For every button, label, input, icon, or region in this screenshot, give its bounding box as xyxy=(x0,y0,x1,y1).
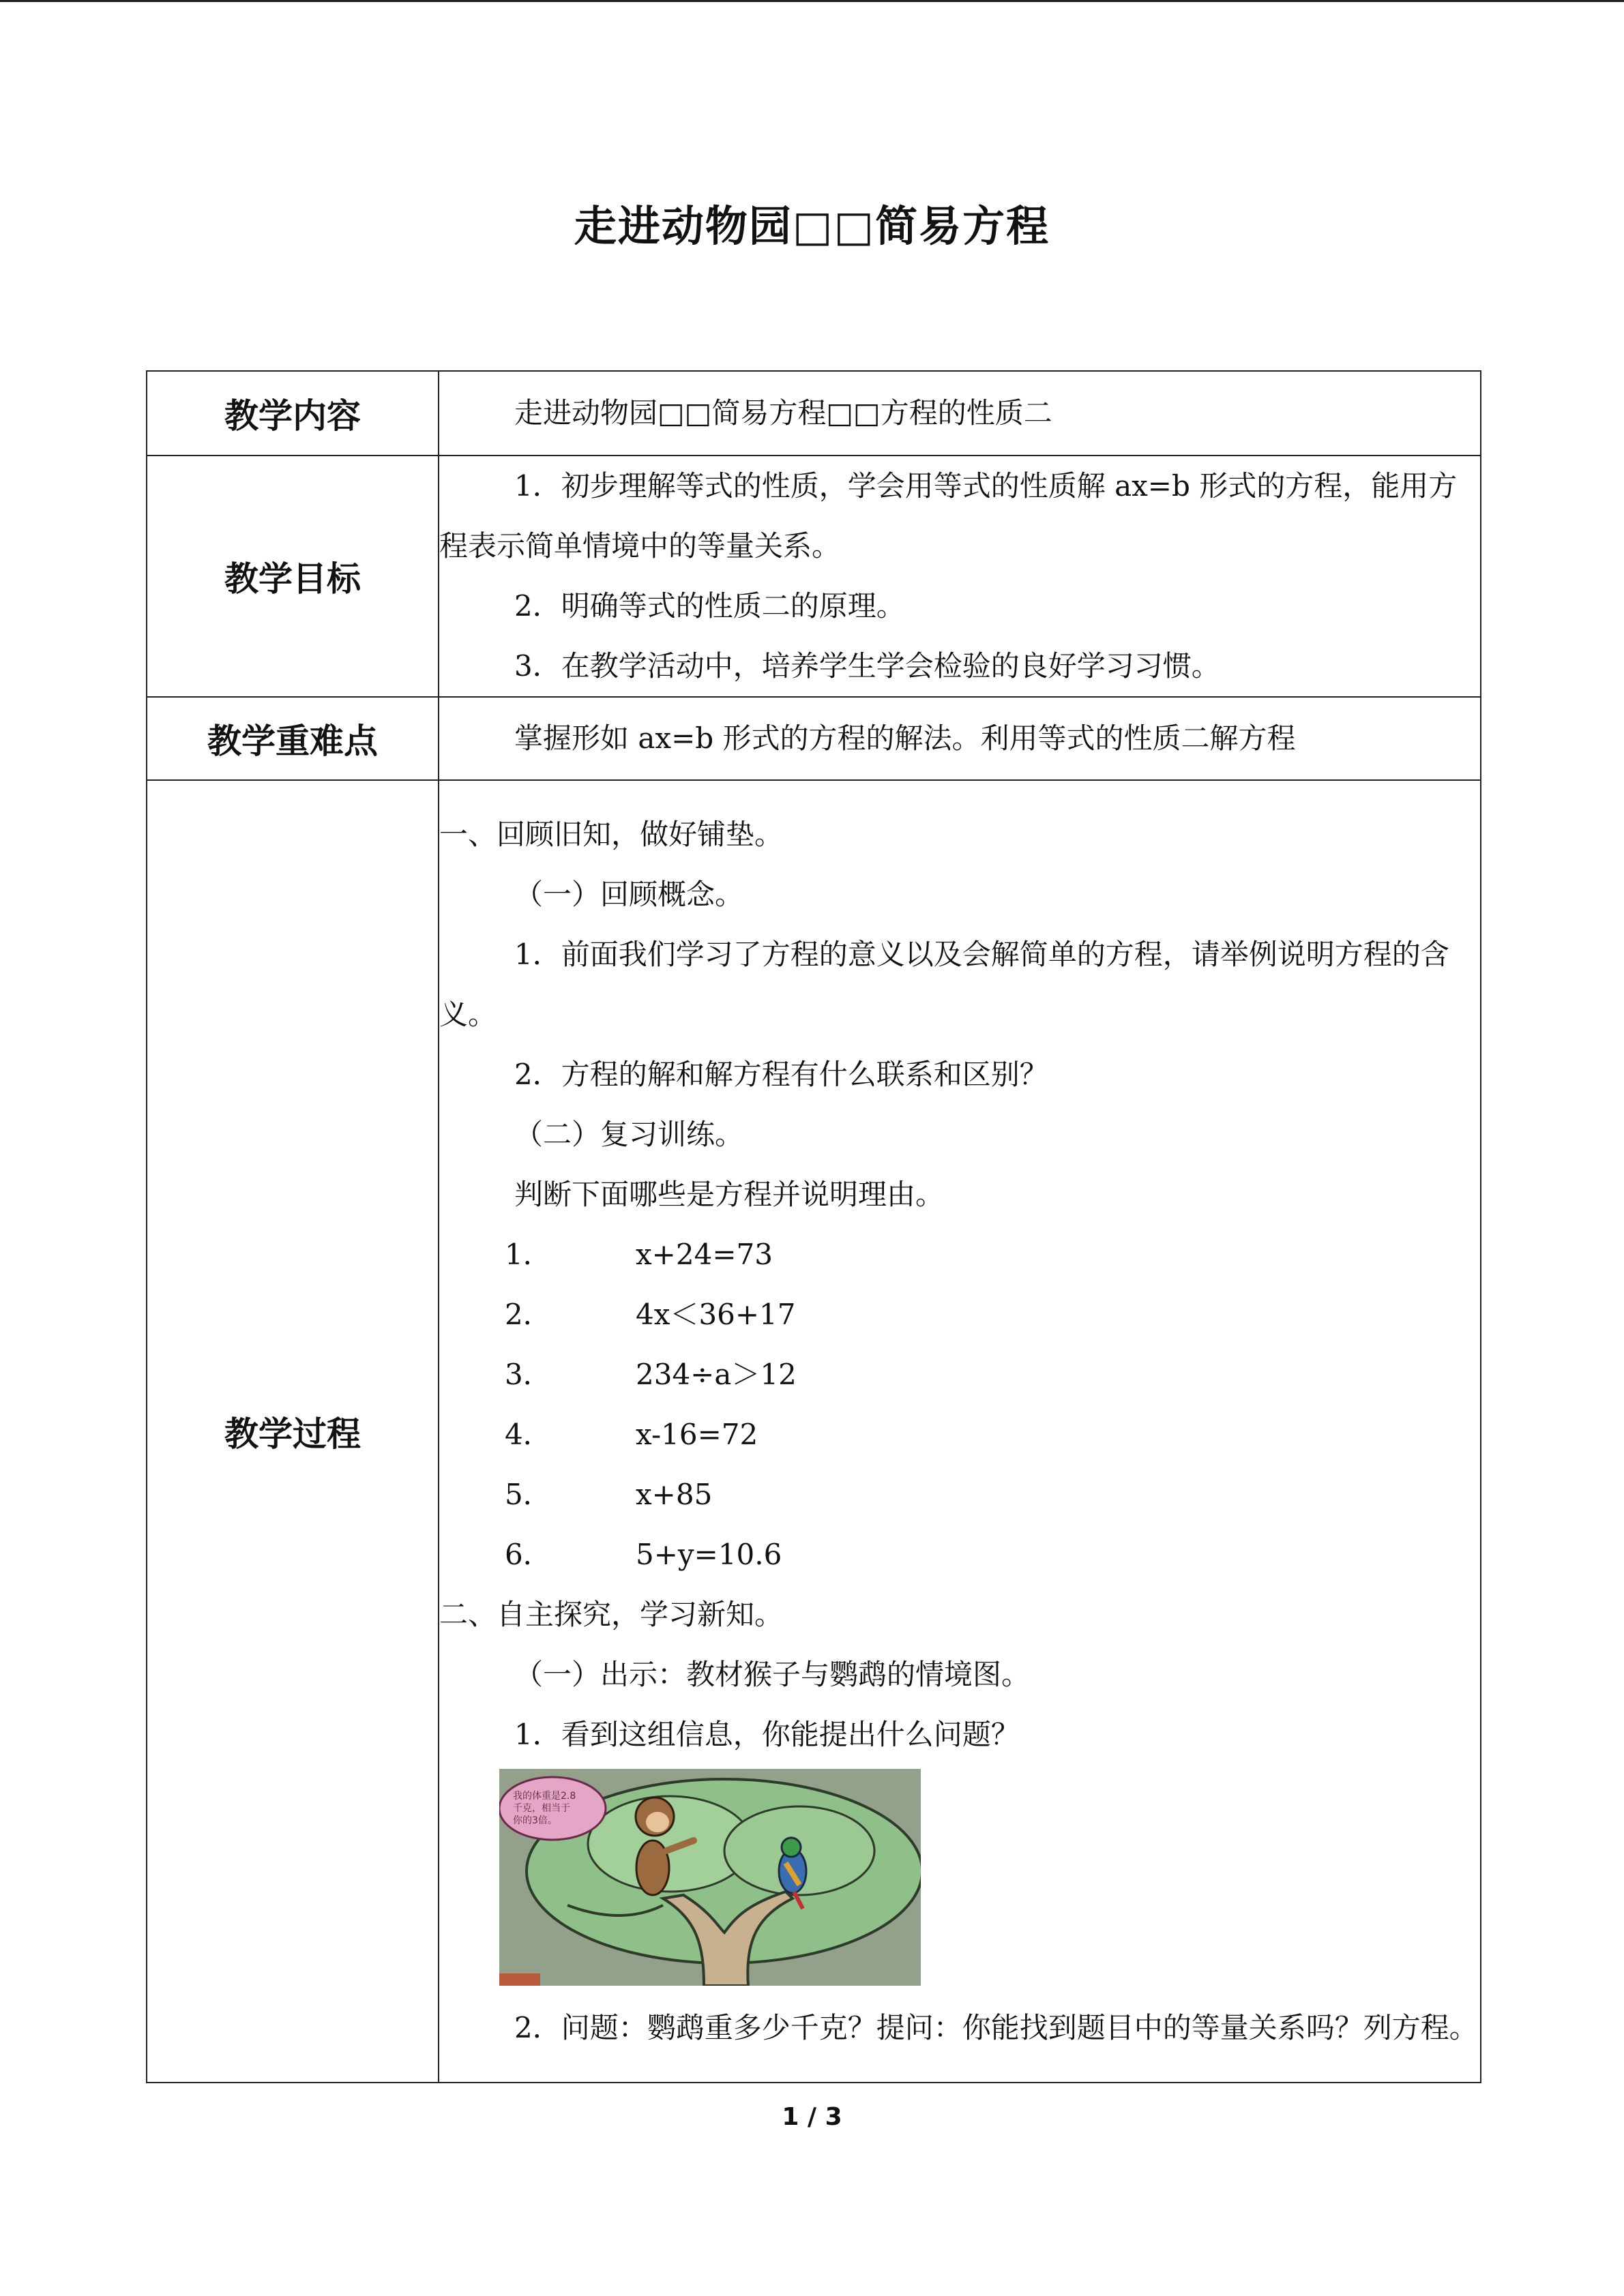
exercise-item: 1． x+24=73 xyxy=(505,1238,773,1271)
teaching-process-text xyxy=(439,780,1481,2083)
row-key-points xyxy=(147,697,1481,780)
exercise-item: 6． 5+y=10.6 xyxy=(505,1538,782,1571)
label-teaching-process: 教学过程 xyxy=(147,780,439,2083)
instruction: 判断下面哪些是方程并说明理由。 xyxy=(514,1178,945,1211)
goal-item: 1．初步理解等式的性质，学会用等式的性质解 ax=b 形式的方程，能用方程表示简单情境中的等量关系。 xyxy=(439,469,1458,563)
row-teaching-goals xyxy=(147,456,1481,697)
monkey-parrot-illustration xyxy=(499,1769,921,1986)
svg-text:千克，相当于: 千克，相当于 xyxy=(513,1803,570,1814)
svg-text:我的体重是2.8: 我的体重是2.8 xyxy=(513,1791,576,1802)
goal-item: 2．明确等式的性质二的原理。 xyxy=(514,589,905,623)
row-teaching-process xyxy=(147,780,1481,2083)
teaching-content-value: 走进动物园□□简易方程□□方程的性质二 xyxy=(514,396,1052,430)
svg-text:你的3倍。: 你的3倍。 xyxy=(513,1815,557,1826)
lesson-plan-table xyxy=(146,370,1481,2083)
subsection-heading: （一）回顾概念。 xyxy=(514,878,744,911)
key-points-text xyxy=(439,697,1481,780)
exercise-item: 3． 234÷a＞12 xyxy=(505,1358,797,1391)
label-key-points: 教学重难点 xyxy=(147,697,439,780)
page-top-border xyxy=(0,0,1624,2)
illustration-svg xyxy=(499,1769,921,1986)
page-number: 1 / 3 xyxy=(782,2103,842,2131)
subsection-heading: （二）复习训练。 xyxy=(514,1118,744,1151)
goal-item: 3．在教学活动中，培养学生学会检验的良好学习习惯。 xyxy=(514,649,1220,683)
exercise-item: 2． 4x＜36+17 xyxy=(505,1298,796,1331)
question: 2．方程的解和解方程有什么联系和区别？ xyxy=(514,1058,1048,1091)
exercise-item: 4． x-16=72 xyxy=(505,1418,758,1451)
teaching-content-text xyxy=(439,371,1481,456)
teaching-goals-text xyxy=(439,456,1481,697)
exercise-item: 5． x+85 xyxy=(505,1478,713,1511)
label-teaching-content: 教学内容 xyxy=(147,371,439,456)
label-teaching-goals: 教学目标 xyxy=(147,456,439,697)
document-title: 走进动物园□□简易方程 xyxy=(574,201,1050,251)
subsection-heading: （一）出示：教材猴子与鹦鹉的情境图。 xyxy=(514,1658,1031,1691)
question: 1．前面我们学习了方程的意义以及会解简单的方程，请举例说明方程的含义。 xyxy=(439,938,1449,1031)
section-heading: 二、自主探究，学习新知。 xyxy=(439,1598,784,1631)
key-points-value: 掌握形如 ax=b 形式的方程的解法。利用等式的性质二解方程 xyxy=(514,721,1296,755)
question: 2．问题：鹦鹉重多少千克？提问：你能找到题目中的等量关系吗？列方程。 xyxy=(514,2011,1478,2044)
question: 1．看到这组信息，你能提出什么问题？ xyxy=(514,1718,1020,1751)
row-teaching-content xyxy=(147,371,1481,456)
section-heading: 一、回顾旧知，做好铺垫。 xyxy=(439,818,784,851)
